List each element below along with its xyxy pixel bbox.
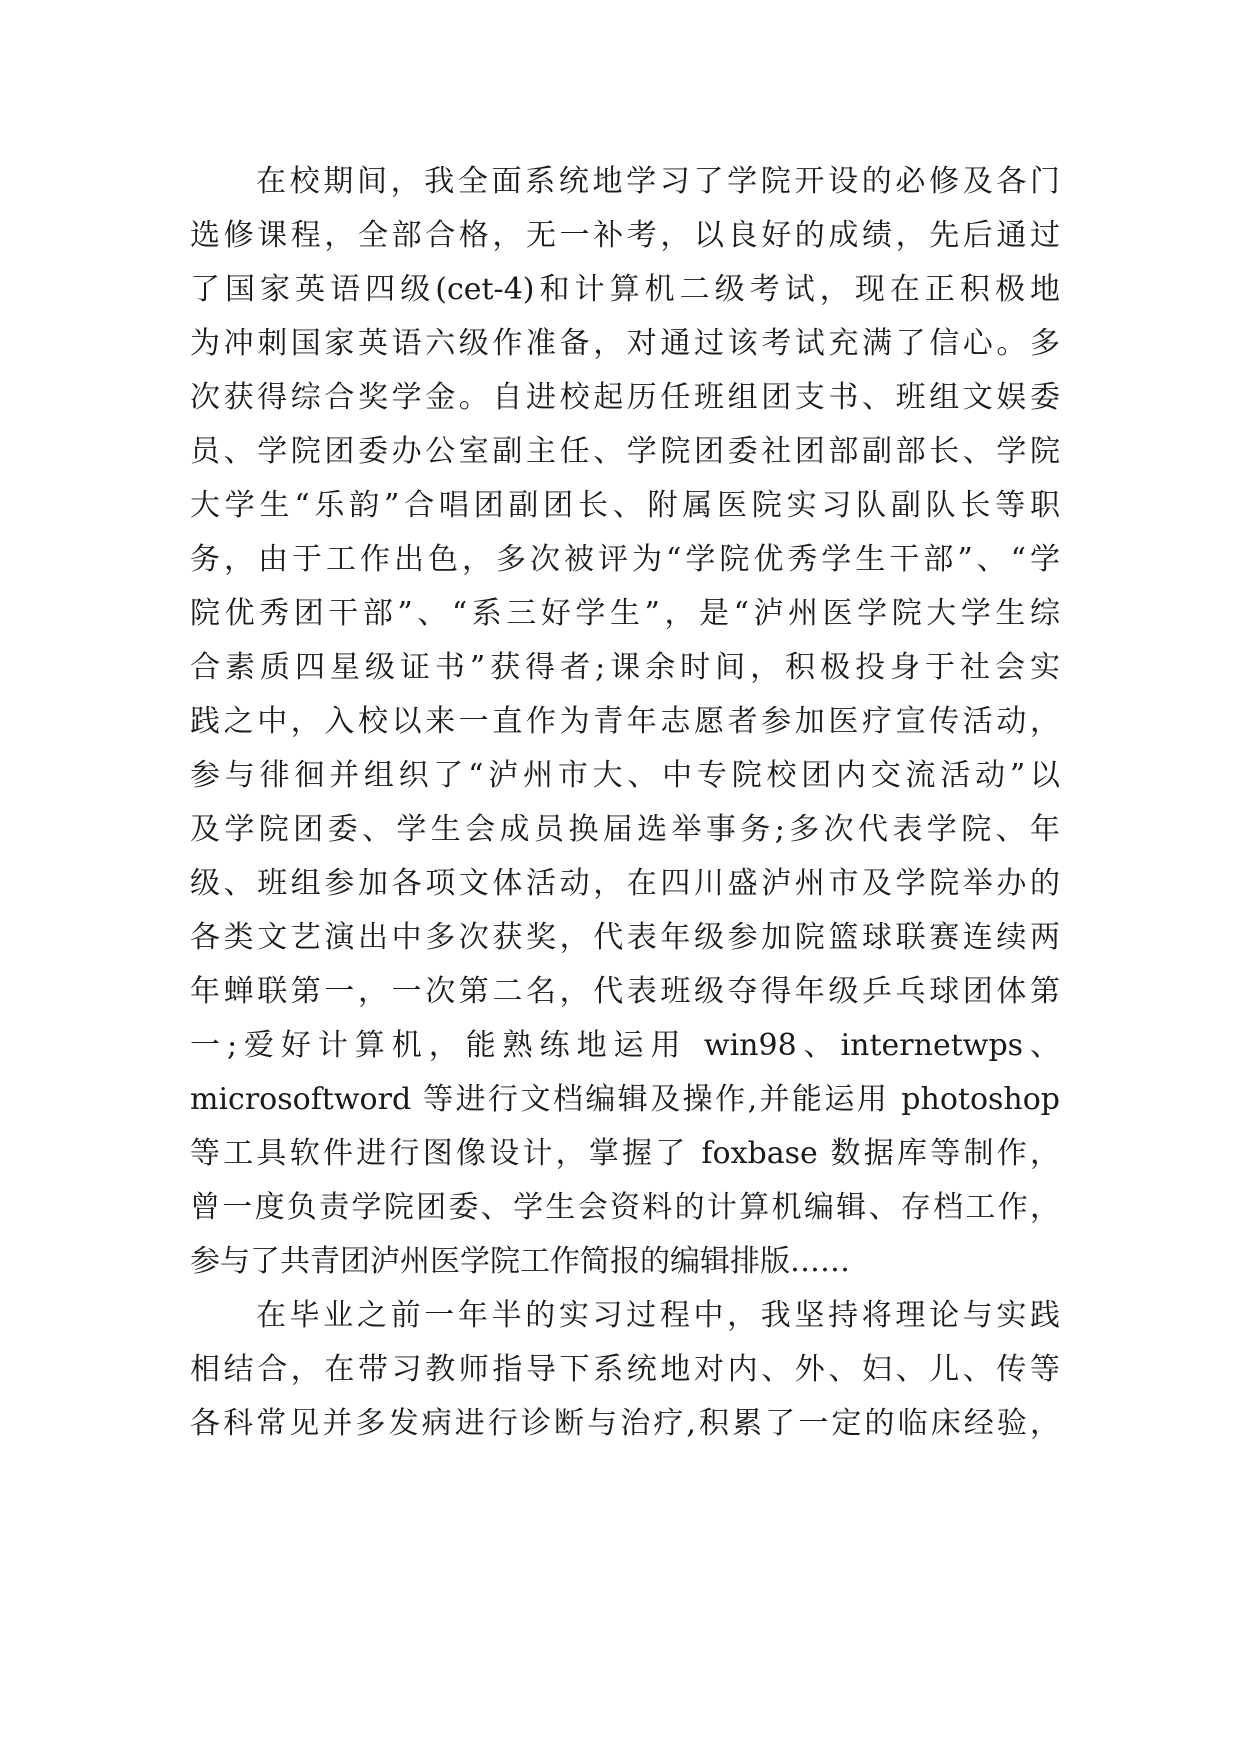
- text-line: 一;爱好计算机，能熟练地运用 win98、internetwps、: [190, 1028, 1060, 1063]
- paragraph-internship: [190, 1296, 1060, 1444]
- text-line: 及学院团委、学生会成员换届选举事务;多次代表学院、年: [190, 812, 1060, 847]
- text-line: 务，由于工作出色，多次被评为“学院优秀学生干部”、“学: [190, 542, 1060, 577]
- text-line: 员、学院团委办公室副主任、学院团委社团部副部长、学院: [190, 434, 1060, 469]
- text-line: 选修课程，全部合格，无一补考，以良好的成绩，先后通过: [190, 218, 1060, 253]
- text-line: 各科常见并多发病进行诊断与治疗,积累了一定的临床经验，: [190, 1406, 1060, 1441]
- text-line: 等工具软件进行图像设计，掌握了 foxbase 数据库等制作，: [190, 1136, 1060, 1171]
- text-line: 践之中，入校以来一直作为青年志愿者参加医疗宣传活动，: [190, 704, 1060, 739]
- text-line: 相结合，在带习教师指导下系统地对内、外、妇、儿、传等: [190, 1352, 1060, 1387]
- text-line: 为冲刺国家英语六级作准备，对通过该考试充满了信心。多: [190, 326, 1060, 361]
- text-line: 各类文艺演出中多次获奖，代表年级参加院篮球联赛连续两: [190, 920, 1060, 955]
- text-line: 参与徘徊并组织了“泸州市大、中专院校团内交流活动”以: [190, 758, 1060, 793]
- text-line: 了国家英语四级(cet-4)和计算机二级考试，现在正积极地: [190, 272, 1060, 307]
- text-line: 次获得综合奖学金。自进校起历任班组团支书、班组文娱委: [190, 380, 1060, 415]
- text-line: 参与了共青团泸州医学院工作简报的编辑排版……: [190, 1244, 850, 1279]
- text-line: 院优秀团干部”、“系三好学生”，是“泸州医学院大学生综: [190, 596, 1060, 631]
- text-line: 曾一度负责学院团委、学生会资料的计算机编辑、存档工作，: [190, 1190, 1060, 1225]
- text-line: 级、班组参加各项文体活动，在四川盛泸州市及学院举办的: [190, 866, 1060, 901]
- text-line: 合素质四星级证书”获得者;课余时间，积极投身于社会实: [190, 650, 1060, 685]
- text-line: 大学生“乐韵”合唱团副团长、附属医院实习队副队长等职: [190, 488, 1060, 523]
- text-line: microsoftword 等进行文档编辑及操作,并能运用 photoshop: [190, 1082, 1060, 1117]
- document-body: [190, 162, 1060, 1458]
- text-line: 年蝉联第一，一次第二名，代表班级夺得年级乒乓球团体第: [190, 974, 1060, 1009]
- paragraph-school-period: [190, 162, 1060, 1282]
- text-line: 在毕业之前一年半的实习过程中，我坚持将理论与实践: [256, 1298, 1060, 1333]
- text-line: 在校期间，我全面系统地学习了学院开设的必修及各门: [256, 164, 1060, 199]
